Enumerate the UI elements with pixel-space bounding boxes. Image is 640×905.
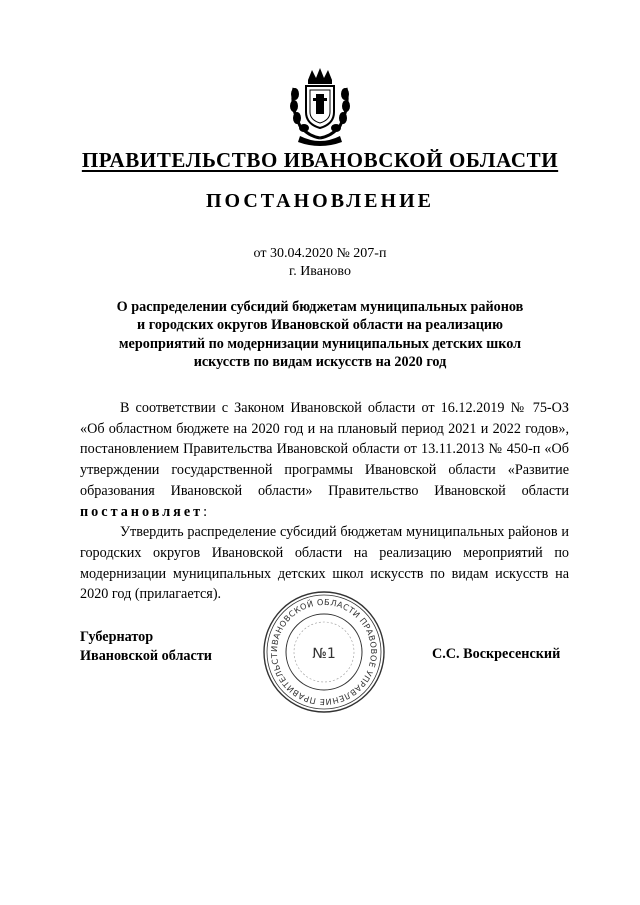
document-type: ПОСТАНОВЛЕНИЕ <box>206 190 434 212</box>
signatory-name: С.С. Воскресенский <box>432 646 561 662</box>
position-line: Губернатор <box>80 629 154 645</box>
stamp-ring-text: ИВАНОВСКОЙ ОБЛАСТИ ПРАВОВОЕ УПРАВЛЕНИЕ ПРАВИТЕЛЬСТ <box>268 596 380 708</box>
document-date-number: от 30.04.2020 № 207-п <box>253 246 387 261</box>
position-line: Ивановской области <box>80 648 212 664</box>
government-name-text: ПРАВИТЕЛЬСТВО ИВАНОВСКОЙ ОБЛАСТИ <box>81 148 559 172</box>
document-subject <box>100 298 540 372</box>
document-body <box>80 398 569 605</box>
coat-of-arms-icon <box>286 66 354 146</box>
preamble-text: В соответствии с Законом Ивановской области от 16.12.2019 № 75-ОЗ «Об областном бюджете на 2020 год и на плановый период 2021 и 2022 годов», постановлением Правительства Ивановской области от 13.11.2013 № 450-п «Об утверждении государственной программы Ивановской области «Развитие образования Ивановской области» Правительство Ивановской области <box>80 400 569 499</box>
resolution-keyword: постановляет <box>80 503 204 520</box>
signatory-position <box>80 628 212 666</box>
body-paragraph-preamble <box>80 398 569 522</box>
subject-line: мероприятий по модернизации муниципальных детских школ <box>118 335 522 352</box>
document-city: г. Иваново <box>289 264 351 279</box>
government-name <box>0 148 640 173</box>
subject-line: и городских округов Ивановской области на реализацию <box>137 317 503 334</box>
official-stamp-icon <box>262 590 386 714</box>
body-paragraph-resolution: Утвердить распределение субсидий бюджетам муниципальных районов и городских округов Ивановской области на реализацию мероприятий по модернизации муниципальных детских школ искусств по видам искусств на 2020 год (прилагается). <box>80 524 569 603</box>
subject-line: О распределении субсидий бюджетам муниципальных районов <box>116 299 524 315</box>
subject-line: искусств по видам искусств на 2020 год <box>193 354 447 371</box>
preamble-colon: : <box>203 503 208 520</box>
stamp-number: №1 <box>312 646 336 662</box>
